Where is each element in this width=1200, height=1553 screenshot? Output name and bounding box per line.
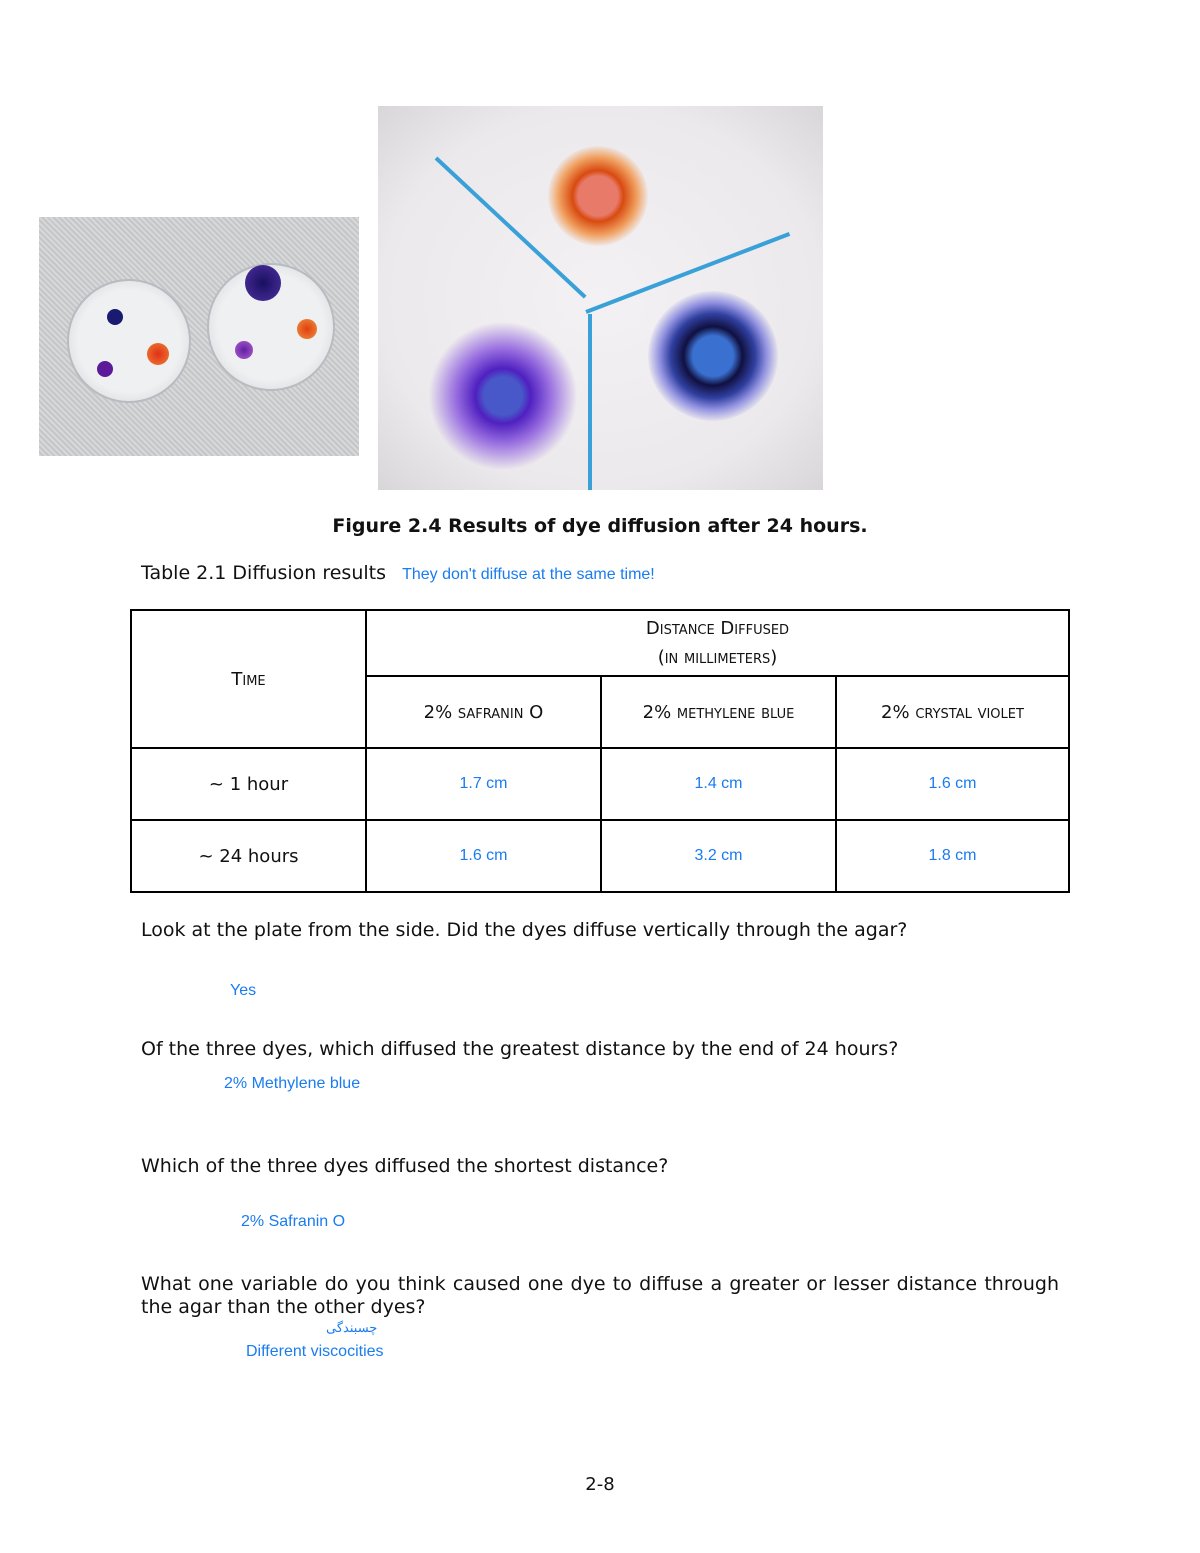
distance-header <box>366 610 1069 676</box>
agar-plate-photo <box>378 106 823 490</box>
time-cell: ~ 1 hour <box>131 748 366 820</box>
page-number: 2-8 <box>585 1474 615 1495</box>
answer-text: 2% Safranin O <box>241 1213 346 1230</box>
diffusion-table <box>130 609 1070 893</box>
distance-header-title: Distance Diffused <box>645 618 790 639</box>
figure-caption: Figure 2.4 Results of dye diffusion after 24 hours. <box>332 515 868 537</box>
time-cell: ~ 24 hours <box>131 820 366 892</box>
table-row <box>131 820 1069 892</box>
value-cell: 1.7 cm <box>366 748 601 820</box>
value-cell: 3.2 cm <box>601 820 836 892</box>
distance-header-unit: (in millimeters) <box>657 647 778 668</box>
answer-text: Yes <box>230 982 257 999</box>
value-cell: 1.6 cm <box>366 820 601 892</box>
table-title <box>141 562 655 584</box>
table-row <box>131 748 1069 820</box>
question-text: Look at the plate from the side. Did the dyes diffuse vertically through the agar? <box>141 919 908 941</box>
answer-text: Different viscocities <box>246 1343 384 1360</box>
column-header: 2% methylene blue <box>601 676 836 748</box>
table-title-text: Table 2.1 Diffusion results <box>141 562 387 584</box>
question-text: Which of the three dyes diffused the shortest distance? <box>141 1155 669 1177</box>
column-header: 2% crystal violet <box>836 676 1069 748</box>
question-text: Of the three dyes, which diffused the greatest distance by the end of 24 hours? <box>141 1038 899 1060</box>
time-header: Time <box>131 610 366 748</box>
value-cell: 1.6 cm <box>836 748 1069 820</box>
table-annotation: They don't diffuse at the same time! <box>402 566 655 583</box>
answer-text: 2% Methylene blue <box>224 1075 361 1092</box>
handwritten-note: چسبندگی <box>326 1320 378 1335</box>
value-cell: 1.4 cm <box>601 748 836 820</box>
petri-dishes-photo <box>39 217 359 456</box>
column-header: 2% safranin O <box>366 676 601 748</box>
question-text: What one variable do you think caused one dye to diffuse a greater or lesser distance through the agar than the other dyes? <box>141 1273 1059 1318</box>
value-cell: 1.8 cm <box>836 820 1069 892</box>
